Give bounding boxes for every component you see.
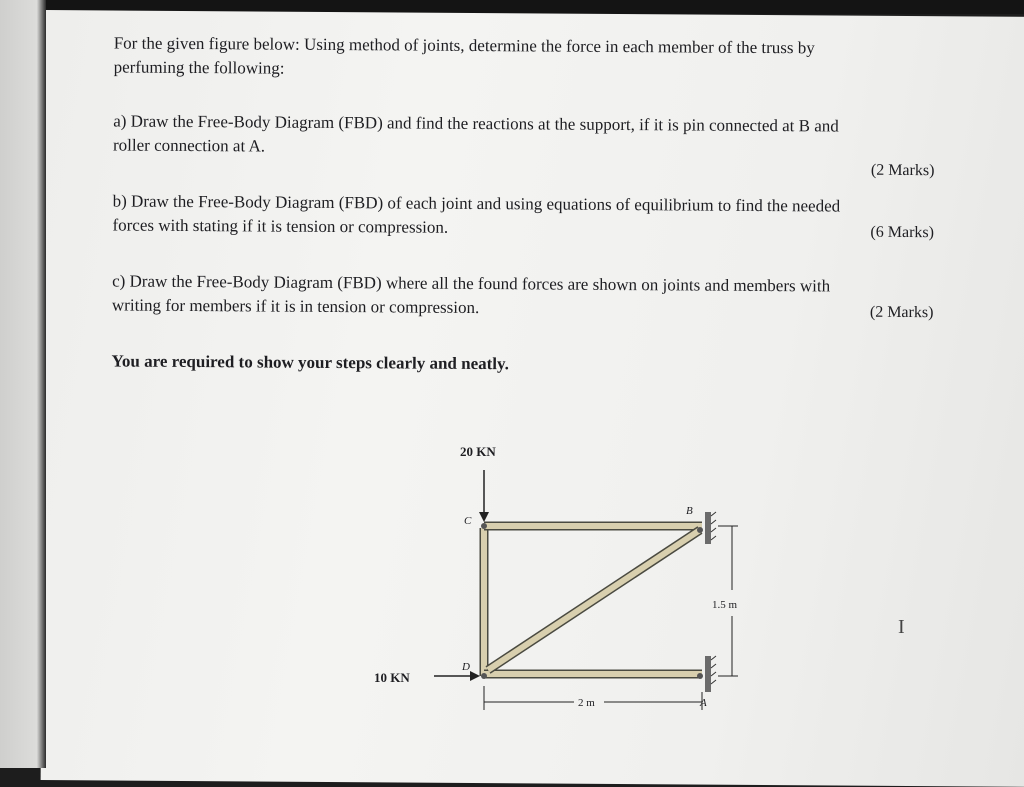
part-a-line-1: a) Draw the Free-Body Diagram (FBD) and find the reactions at the support, if it is pin connected at B and [113,111,839,136]
joint-d-pin [481,673,487,679]
load-left-label: 10 KN [374,670,410,685]
width-dim-label: 2 m [578,697,595,709]
intro-line-1: For the given figure below: Using method of joints, determine the force in each member of the truss by [113,33,815,58]
joint-a-label: A [700,697,707,709]
wall-support-b [705,512,716,544]
load-arrow-10kn [434,671,480,681]
load-top-label: 20 KN [460,444,496,459]
part-c-line-2: writing for members if it is in tension or compression. [111,295,480,318]
joint-a-pin [697,673,703,679]
joint-c-pin [481,523,487,529]
joint-b-pin [697,527,703,533]
joint-b-label: B [686,505,693,517]
part-b-line-2: forces with stating if it is tension or compression. [112,215,449,237]
instruction-text: You are required to show your steps clearly and neatly. [111,351,509,374]
part-c-marks: (2 Marks) [869,303,934,322]
part-b-marks: (6 Marks) [870,223,935,242]
height-dim-label: 1.5 m [712,599,738,611]
joint-c-label: C [464,515,472,527]
wall-support-a [705,656,716,692]
part-a-marks: (2 Marks) [870,161,935,180]
truss-diagram [360,430,780,730]
part-b-line-1: b) Draw the Free-Body Diagram (FBD) of each joint and using equations of equilibrium to find the needed [112,191,841,216]
part-c-line-1: c) Draw the Free-Body Diagram (FBD) where all the found forces are shown on joints and members with [112,271,831,296]
screen-left-bezel [0,0,46,768]
text-cursor-icon: I [898,616,905,638]
member-db [488,530,700,670]
joint-d-label: D [462,661,470,673]
intro-line-2: perfuming the following: [113,57,285,78]
load-arrow-20kn [479,470,489,522]
part-a-line-2: roller connection at A. [112,135,266,156]
